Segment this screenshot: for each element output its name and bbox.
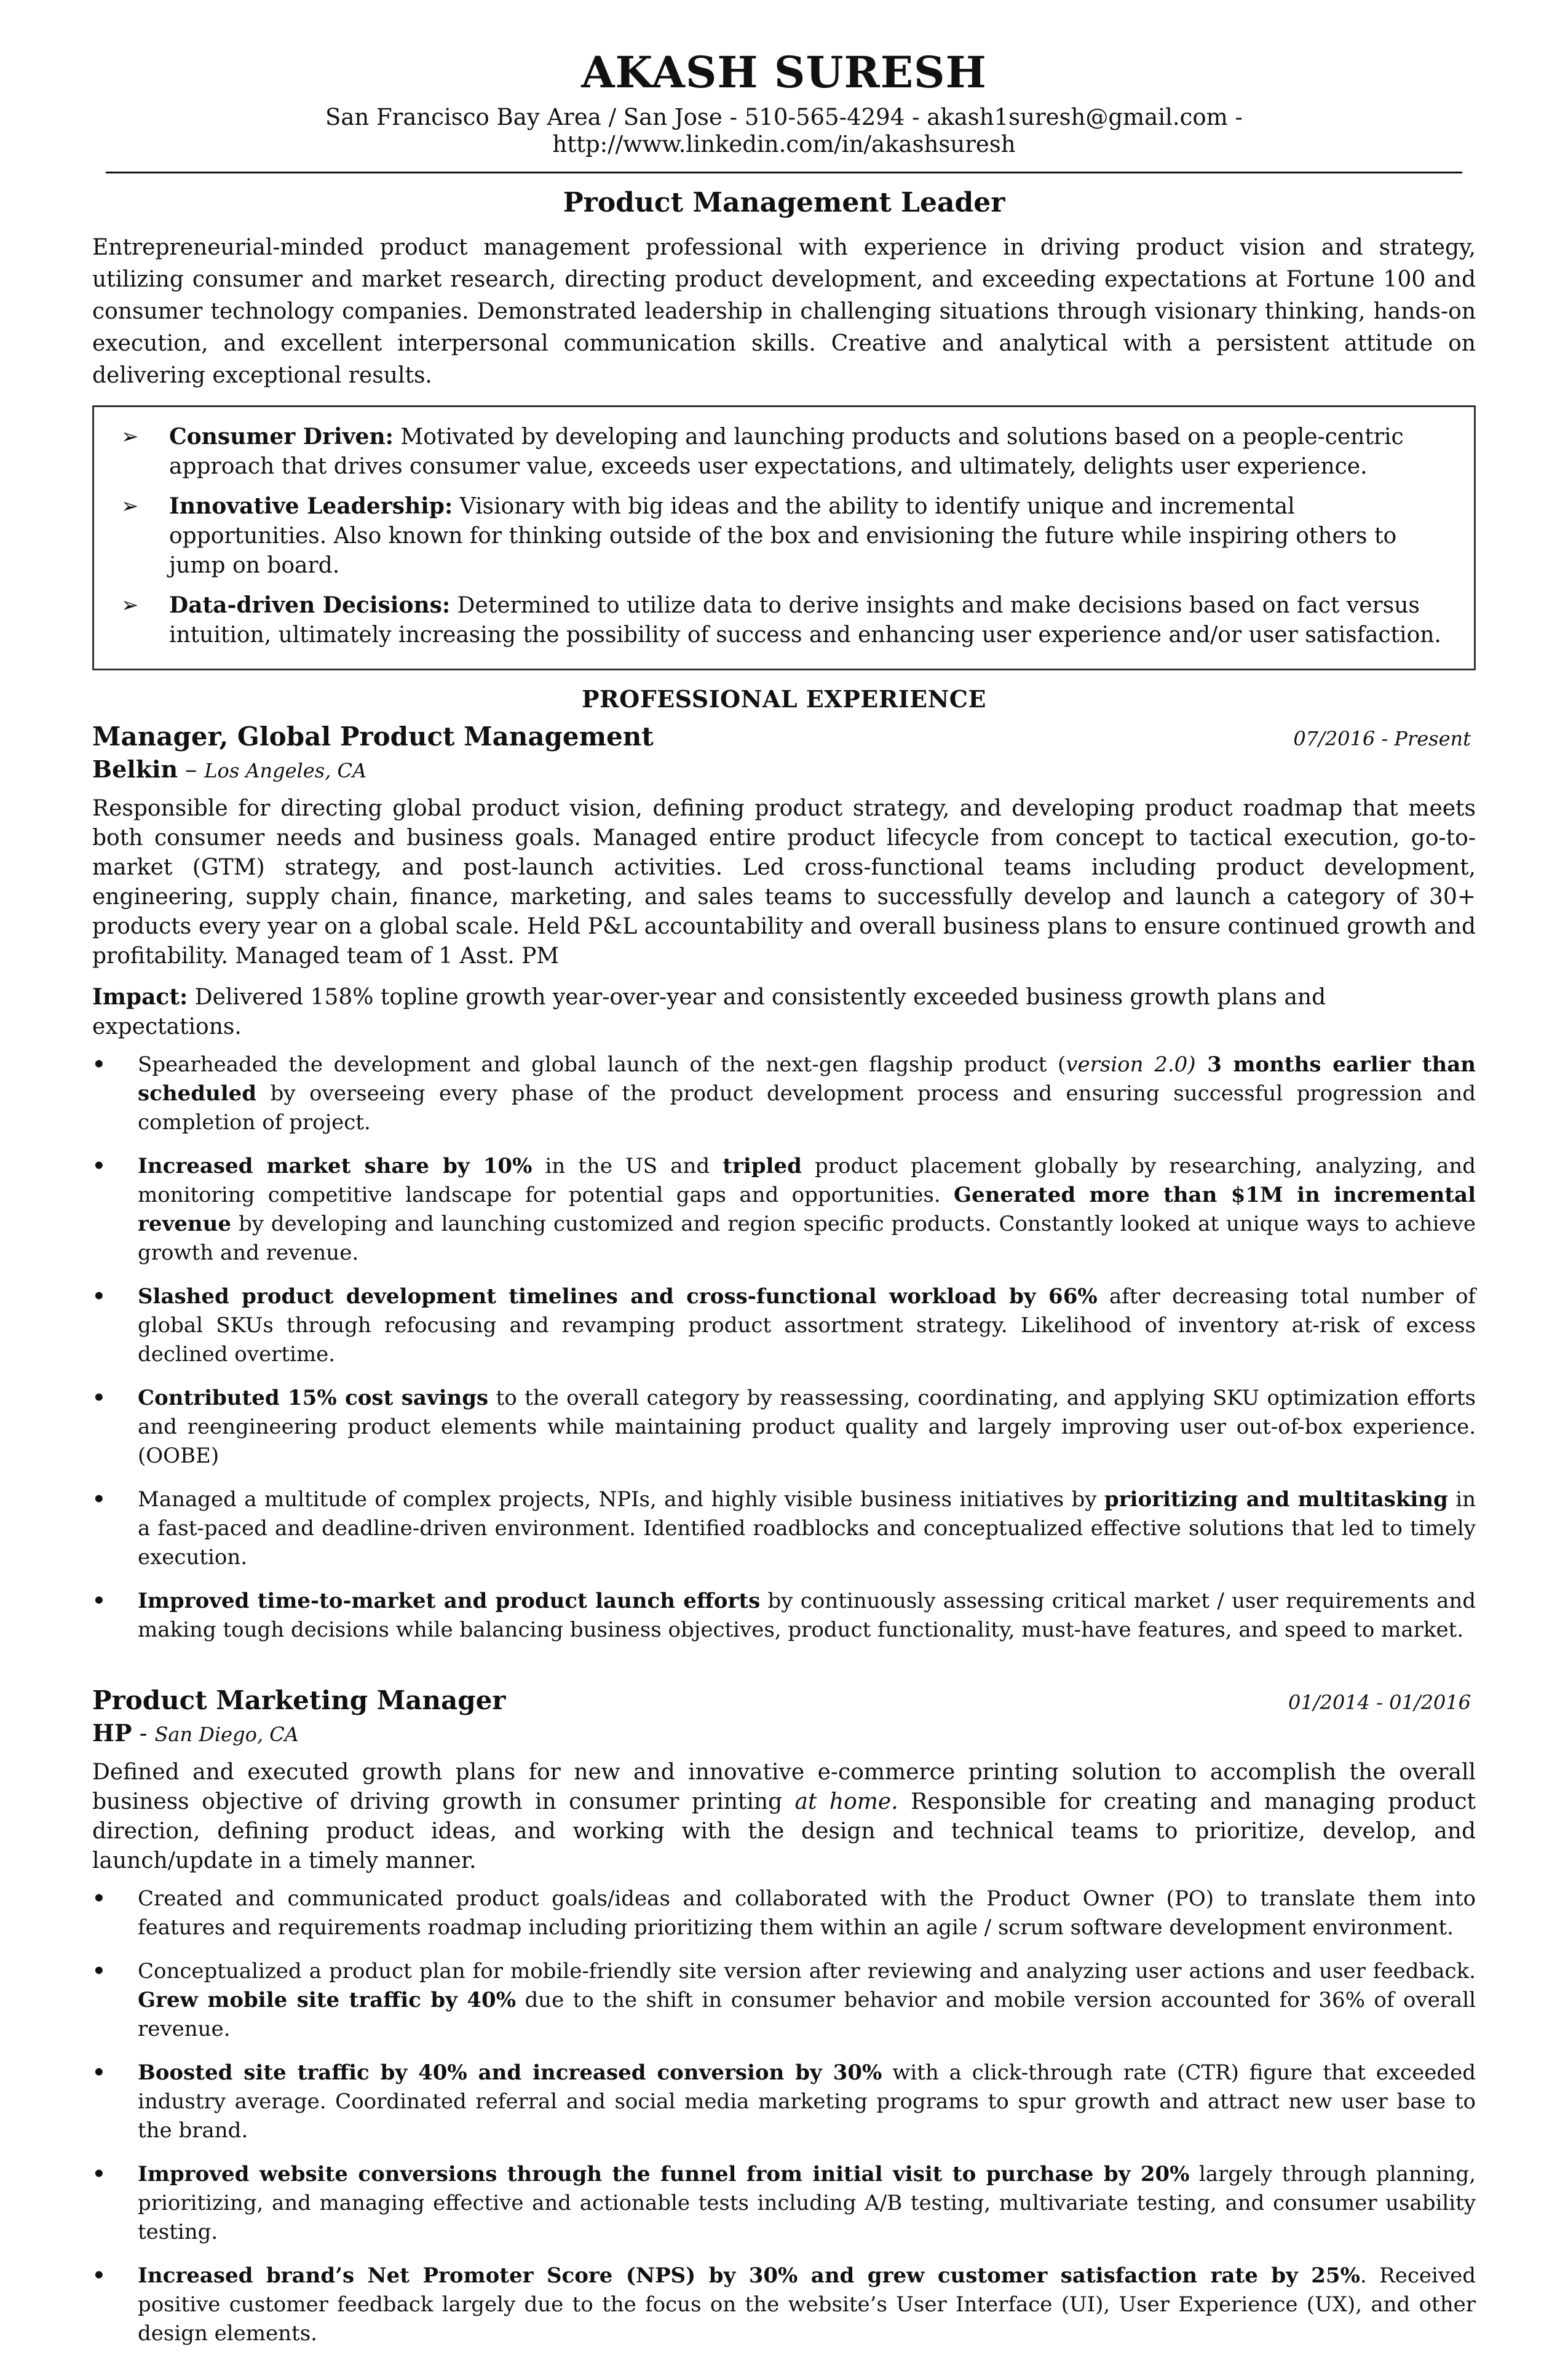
achievement-highlight: Slashed product development timelines and cross-functional workload by 66% (138, 1284, 1098, 1309)
job-title: Product Marketing Manager (92, 1685, 506, 1716)
strength-description: Motivated by developing and launching products and solutions based on a people-centric approach that drives consumer value, exceeds user expectations, and ultimately, delights user experience. (169, 424, 1404, 480)
achievement-text: by overseeing every phase of the product development process and ensuring successful progression and completion of project. (138, 1081, 1476, 1135)
achievement-text: Conceptualized a product plan for mobile-friendly site version after reviewing and analyzing user actions and user feedback. (138, 1959, 1476, 1984)
company-line (92, 1719, 1476, 1747)
company-name: Belkin (92, 755, 178, 784)
achievement-item (92, 1050, 1476, 1137)
arrow-bullet-icon: ➢ (121, 593, 139, 618)
company-line (92, 755, 1476, 783)
bullet-icon: • (92, 1959, 106, 1984)
description-text: Responsible for creating and managing product direction, defining product ideas, and working with the design and technical teams to prioritize, develop, and launch/update in a timely manner. (92, 1789, 1476, 1874)
achievement-italic: version 2.0) (1066, 1052, 1196, 1078)
candidate-name: AKASH SURESH (581, 47, 987, 98)
strength-text (169, 491, 1455, 581)
summary-paragraph: Entrepreneurial-minded product management professional with experience in driving product vision and strategy, utilizing consumer and market research, directing product development, and exceeding expectations at Fortune 100 and consumer technology companies. Demonstrated leadership in challenging situations through visionary thinking, hands-on execution, and excellent interpersonal communication skills. Creative and analytical with a persistent attitude on delivering exceptional results. (92, 235, 1476, 389)
achievement-list (92, 1884, 1476, 2348)
achievement-list (92, 1050, 1476, 1645)
arrow-bullet-icon: ➢ (121, 494, 139, 519)
strength-text (169, 422, 1455, 482)
bullet-icon: • (92, 1154, 106, 1179)
achievement-item (92, 1884, 1476, 1942)
achievement-item (92, 2160, 1476, 2247)
bullet-icon: • (92, 2060, 106, 2086)
job-description (92, 1758, 1476, 1876)
strength-item (121, 491, 1455, 581)
strength-item (121, 422, 1455, 482)
achievement-item (92, 1384, 1476, 1471)
achievement-text: with a click-through rate (CTR) figure that exceeded industry average. Coordinated referral and social media marketing programs to spur growth and attract new user base to the brand. (138, 2060, 1476, 2143)
achievement-highlight: 3 months earlier than scheduled (138, 1052, 1476, 1106)
achievement-text: by continuously assessing critical market / user requirements and making tough decisions while balancing business objectives, product functionality, must-have features, and speed to market. (138, 1589, 1476, 1643)
job-header (92, 1685, 1476, 1715)
achievement-item (92, 1957, 1476, 2044)
strength-item (121, 590, 1455, 650)
achievement-item (92, 1282, 1476, 1369)
bullet-icon: • (92, 1284, 106, 1309)
strength-label: Consumer Driven: (169, 424, 394, 450)
strength-label: Data-driven Decisions: (169, 592, 451, 619)
bullet-icon: • (92, 2162, 106, 2187)
strength-label: Innovative Leadership: (169, 493, 453, 520)
achievement-highlight: Improved time-to-market and product launch efforts (138, 1589, 761, 1614)
impact-label: Impact: (92, 984, 188, 1011)
bullet-icon: • (92, 1886, 106, 1912)
achievement-text: Managed a multitude of complex projects, NPIs, and highly visible business initiatives by (138, 1487, 1104, 1512)
job-header (92, 721, 1476, 752)
company-separator: – (178, 756, 205, 784)
achievement-item (92, 1587, 1476, 1645)
section-title-experience: PROFESSIONAL EXPERIENCE (581, 685, 987, 713)
achievement-highlight: Improved website conversions through the funnel from initial visit to purchase by 20% (138, 2162, 1190, 2187)
header-divider (106, 172, 1462, 173)
bullet-icon: • (92, 1487, 106, 1512)
achievement-text: in the US and (532, 1154, 723, 1179)
description-italic: at home. (794, 1789, 898, 1815)
job-dates: 01/2014 - 01/2016 (1288, 1691, 1471, 1715)
job-entry (92, 1685, 1476, 2348)
achievement-highlight: Contributed 15% cost savings (138, 1386, 489, 1411)
achievement-highlight: Generated more than $1M in incremental revenue (138, 1183, 1476, 1237)
achievement-text: to the overall category by reassessing, coordinating, and applying SKU optimization efforts and reengineering product elements while maintaining product quality and largely improving user out-of-box experience. (OOBE) (138, 1386, 1476, 1469)
achievement-item (92, 2059, 1476, 2145)
bullet-icon: • (92, 1386, 106, 1411)
achievement-highlight: Boosted site traffic by 40% and increased conversion by 30% (138, 2060, 882, 2086)
achievement-text: due to the shift in consumer behavior and mobile version accounted for 36% of overall revenue. (138, 1988, 1476, 2042)
strength-description: Determined to utilize data to derive insights and make decisions based on fact versus intuition, ultimately increasing the possibility of success and enhancing user experience and/or user satisfaction. (169, 593, 1441, 648)
achievement-item (92, 2262, 1476, 2348)
job-description: Responsible for directing global product vision, defining product strategy, and developing product roadmap that meets both consumer needs and business goals. Managed entire product lifecycle from concept to tactical execution, go-to-market (GTM) strategy, and post-launch activities. Led cross-functional teams including product development, engineering, supply chain, finance, marketing, and sales teams to successfully develop and launch a category of 30+ products every year on a global scale. Held P&L accountability and overall business plans to ensure continued growth and profitability. Managed team of 1 Asst. PM (92, 796, 1476, 969)
description-text: Defined and executed growth plans for new and innovative e-commerce printing solution to accomplish the overall business objective of driving growth in consumer printing (92, 1760, 1476, 1815)
job-impact (92, 982, 1476, 1042)
achievement-highlight: Increased brand’s Net Promoter Score (NPS) by 30% and grew customer satisfaction rate by 25% (138, 2263, 1360, 2289)
achievement-text: in a fast-paced and deadline-driven environment. Identified roadblocks and conceptualized effective solutions that led to timely execution. (138, 1487, 1476, 1570)
company-location: San Diego, CA (154, 1723, 299, 1747)
contact-line: San Francisco Bay Area / San Jose - 510-565-4294 - akash1suresh@gmail.com - http://www.linkedin.com/in/akashsuresh (325, 103, 1243, 157)
impact-text: Delivered 158% topline growth year-over-year and consistently exceeded business growth plans and expectations. (92, 985, 1326, 1040)
resume-page (92, 37, 1476, 2363)
job-title: Manager, Global Product Management (92, 721, 654, 752)
achievement-highlight: prioritizing and multitasking (1104, 1487, 1448, 1512)
headline: Product Management Leader (563, 187, 1005, 219)
achievement-text: Created and communicated product goals/ideas and collaborated with the Product Owner (PO) to translate them into features and requirements roadmap including prioritizing them within an agile / scrum software development environment. (138, 1886, 1476, 1940)
bullet-icon: • (92, 1052, 106, 1078)
strength-text (169, 590, 1455, 650)
company-name: HP (92, 1719, 132, 1747)
achievement-text: product placement globally by researching, analyzing, and monitoring competitive landscape for potential gaps and opportunities. (138, 1154, 1476, 1208)
achievement-highlight: Grew mobile site traffic by 40% (138, 1988, 517, 2013)
company-separator: - (132, 1720, 155, 1747)
strengths-box (92, 405, 1476, 670)
achievement-text: Spearheaded the development and global launch of the next-gen flagship product ( (138, 1052, 1066, 1078)
spacer (92, 1659, 1476, 1677)
achievement-text: by developing and launching customized and region specific products. Constantly looked at unique ways to achieve growth and revenue. (138, 1212, 1476, 1266)
bullet-icon: • (92, 1589, 106, 1614)
company-location: Los Angeles, CA (204, 759, 367, 783)
job-entry (92, 721, 1476, 1645)
achievement-text: largely through planning, prioritizing, and managing effective and actionable tests including A/B testing, multivariate testing, and consumer usability testing. (138, 2162, 1476, 2245)
achievement-text: . Received positive customer feedback largely due to the focus on the website’s User Interface (UI), User Experience (UX), and other design elements. (138, 2263, 1476, 2346)
achievement-item (92, 1152, 1476, 1268)
achievement-highlight: Increased market share by 10% (138, 1154, 533, 1179)
job-dates: 07/2016 - Present (1293, 727, 1471, 751)
strength-description: Visionary with big ideas and the ability to identify unique and incremental opportunities. Also known for thinking outside of the box and envisioning the future while inspiring others to jump on board. (169, 494, 1397, 579)
bullet-icon: • (92, 2263, 106, 2289)
achievement-item (92, 1485, 1476, 1572)
arrow-bullet-icon: ➢ (121, 424, 139, 450)
achievement-highlight: tripled (723, 1154, 802, 1179)
achievement-text: after decreasing total number of global SKUs through refocusing and revamping product assortment strategy. Likelihood of inventory at-risk of excess declined overtime. (138, 1284, 1476, 1367)
